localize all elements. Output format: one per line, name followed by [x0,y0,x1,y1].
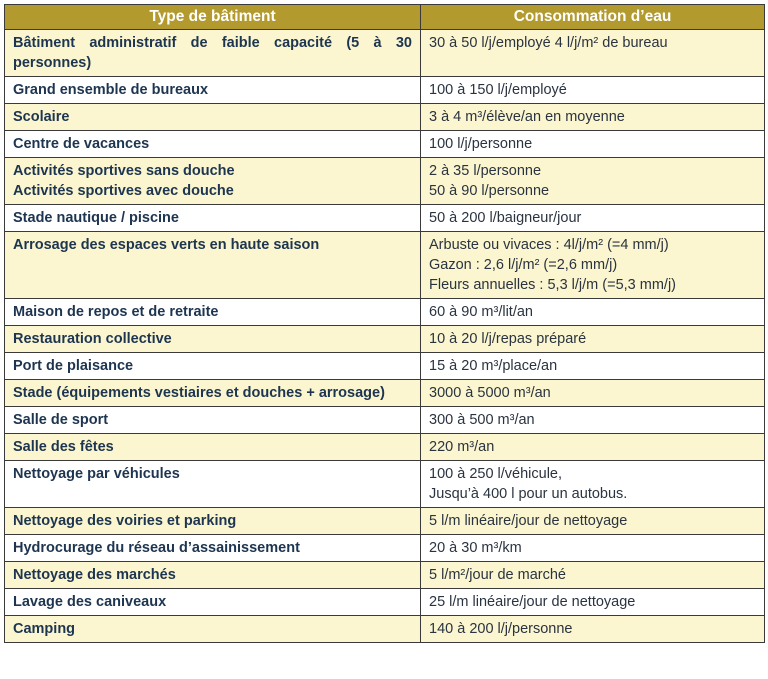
building-type-text: Lavage des caniveaux [13,594,167,610]
building-type-text: Hydrocurage du réseau d’assainissement [13,540,300,556]
cell-building-type [5,205,421,232]
cell-building-type [5,562,421,589]
cell-water-consumption [421,562,765,589]
cell-building-type [5,104,421,131]
table-row [5,535,765,562]
cell-building-type [5,326,421,353]
cell-water-consumption [421,508,765,535]
cell-building-type [5,158,421,205]
table-header [5,5,765,30]
cell-water-consumption [421,353,765,380]
cell-building-type [5,131,421,158]
building-type-text: Arrosage des espaces verts en haute saison [13,237,320,253]
cell-building-type [5,461,421,508]
cell-water-consumption [421,407,765,434]
cell-building-type [5,380,421,407]
consumption-text: 20 à 30 m³/km [429,540,522,556]
cell-building-type [5,616,421,643]
consumption-text: 10 à 20 l/j/repas préparé [429,331,587,347]
cell-building-type [5,535,421,562]
consumption-text: 15 à 20 m³/place/an [429,358,558,374]
table-row [5,232,765,299]
building-type-text: Camping [13,621,76,637]
building-type-text: Stade (équipements vestiaires et douches + arrosage) [13,385,385,401]
cell-water-consumption [421,131,765,158]
building-type-text: Activités sportives avec douche [13,183,234,199]
header-consommation-eau: Consommation d’eau [421,5,765,30]
consumption-text: 100 l/j/personne [429,136,533,152]
cell-building-type [5,508,421,535]
consumption-text: 2 à 35 l/personne [429,163,542,179]
table-row [5,616,765,643]
table-row [5,299,765,326]
water-consumption-table [4,4,765,643]
table-row [5,589,765,616]
table-row [5,353,765,380]
cell-water-consumption [421,535,765,562]
cell-building-type [5,299,421,326]
cell-water-consumption [421,380,765,407]
cell-water-consumption [421,326,765,353]
table-row [5,434,765,461]
cell-water-consumption [421,589,765,616]
cell-building-type [5,30,421,77]
cell-water-consumption [421,77,765,104]
consumption-text: 5 l/m²/jour de marché [429,567,566,583]
table-row [5,326,765,353]
consumption-text: 50 à 200 l/baigneur/jour [429,210,582,226]
consumption-text: 100 à 150 l/j/employé [429,82,567,98]
cell-water-consumption [421,232,765,299]
table-row [5,131,765,158]
table-row [5,562,765,589]
table-row [5,461,765,508]
cell-building-type [5,589,421,616]
table-row [5,508,765,535]
table-row [5,158,765,205]
building-type-text: Nettoyage des marchés [13,567,176,583]
cell-water-consumption [421,205,765,232]
cell-water-consumption [421,616,765,643]
consumption-text: 30 à 50 l/j/employé 4 l/j/m² de bureau [429,35,668,51]
consumption-text: 220 m³/an [429,439,495,455]
table-row [5,104,765,131]
consumption-text: 300 à 500 m³/an [429,412,535,428]
building-type-text: Salle de sport [13,412,109,428]
building-type-text: Grand ensemble de bureaux [13,82,209,98]
building-type-text: Salle des fêtes [13,439,114,455]
cell-building-type [5,353,421,380]
consumption-text: 140 à 200 l/j/personne [429,621,573,637]
building-type-text: Activités sportives sans douche [13,163,235,179]
table-row [5,407,765,434]
building-type-text: Port de plaisance [13,358,134,374]
consumption-text: 60 à 90 m³/lit/an [429,304,533,320]
consumption-text: 5 l/m linéaire/jour de nettoyage [429,513,628,529]
building-type-text: Scolaire [13,109,70,125]
cell-building-type [5,407,421,434]
table-body [5,30,765,643]
cell-building-type [5,232,421,299]
cell-water-consumption [421,104,765,131]
cell-building-type [5,77,421,104]
consumption-text: 50 à 90 l/personne [429,183,550,199]
building-type-text: Stade nautique / piscine [13,210,179,226]
building-type-text: Bâtiment administratif de faible capacité (5 à 30 personnes) [13,35,412,71]
table-row [5,30,765,77]
cell-water-consumption [421,299,765,326]
consumption-text: 25 l/m linéaire/jour de nettoyage [429,594,636,610]
building-type-text: Centre de vacances [13,136,150,152]
cell-water-consumption [421,434,765,461]
consumption-text: Jusqu’à 400 l pour un autobus. [429,486,628,502]
consumption-text: Gazon : 2,6 l/j/m² (=2,6 mm/j) [429,257,618,273]
building-type-text: Nettoyage des voiries et parking [13,513,237,529]
building-type-text: Restauration collective [13,331,172,347]
consumption-text: 3 à 4 m³/élève/an en moyenne [429,109,625,125]
cell-building-type [5,434,421,461]
building-type-text: Maison de repos et de retraite [13,304,219,320]
consumption-text: 3000 à 5000 m³/an [429,385,551,401]
table-row [5,205,765,232]
consumption-text: Fleurs annuelles : 5,3 l/j/m (=5,3 mm/j) [429,277,676,293]
consumption-text: Arbuste ou vivaces : 4l/j/m² (=4 mm/j) [429,237,669,253]
table-row [5,380,765,407]
cell-water-consumption [421,158,765,205]
consumption-text: 100 à 250 l/véhicule, [429,466,563,482]
building-type-text: Nettoyage par véhicules [13,466,180,482]
cell-water-consumption [421,30,765,77]
header-row [5,5,765,30]
header-type-de-batiment: Type de bâtiment [5,5,421,30]
cell-water-consumption [421,461,765,508]
table-row [5,77,765,104]
